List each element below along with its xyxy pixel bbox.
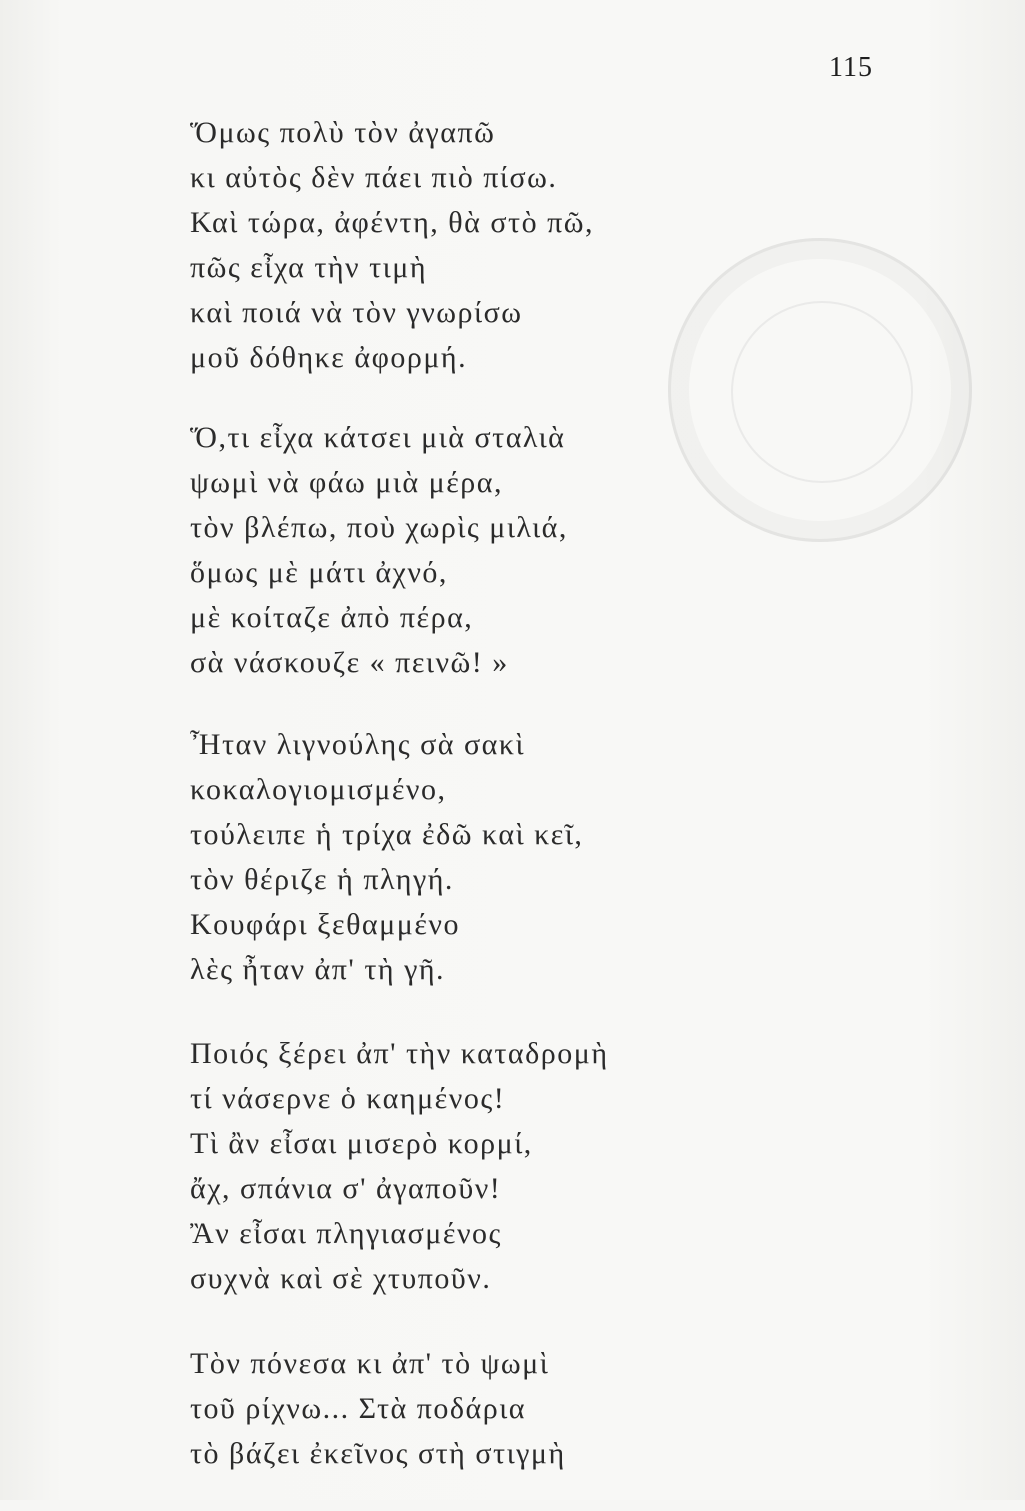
poem-line: τὸν θέριζε ἡ πληγή. — [190, 863, 454, 896]
poem-line: Ἦταν λιγνούλης σὰ σακὶ — [190, 728, 526, 761]
stanza-3 — [190, 722, 790, 992]
poem-line: μὲ κοίταζε ἀπὸ πέρα, — [190, 601, 474, 634]
poem-line: τί νάσερνε ὁ καημένος! — [190, 1082, 506, 1115]
poem-line: σὰ νάσκουζε « πεινῶ! » — [190, 646, 509, 679]
poem-line: τὸν βλέπω, ποὺ χωρὶς μιλιά, — [190, 511, 568, 544]
poem-line: Τὶ ἂν εἶσαι μισερὸ κορμί, — [190, 1127, 533, 1160]
stanza-2 — [190, 415, 790, 685]
poem-line: τὸ βάζει ἐκεῖνος στὴ στιγμὴ — [190, 1437, 566, 1470]
poem-line: Ὅ,τι εἶχα κάτσει μιὰ σταλιὰ — [190, 421, 566, 454]
stanza-1 — [190, 110, 790, 380]
poem-line: Ἂν εἶσαι πληγιασμένος — [190, 1217, 502, 1250]
poem-line: μοῦ δόθηκε ἀφορμή. — [190, 341, 468, 374]
poem-line: τούλειπε ἡ τρίχα ἐδῶ καὶ κεῖ, — [190, 818, 584, 851]
stanza-4 — [190, 1031, 790, 1301]
poem-line: ψωμὶ νὰ φάω μιὰ μέρα, — [190, 466, 503, 499]
poem-line: πῶς εἶχα τὴν τιμὴ — [190, 251, 428, 284]
poem — [190, 110, 790, 1511]
poem-line: καὶ ποιά νὰ τὸν γνωρίσω — [190, 296, 523, 329]
poem-line: ἄχ, σπάνια σ' ἀγαποῦν! — [190, 1172, 502, 1205]
page-number: 115 — [829, 52, 873, 83]
poem-line: λὲς ἦταν ἀπ' τὴ γῆ. — [190, 953, 446, 986]
poem-line: ὅμως μὲ μάτι ἀχνό, — [190, 556, 448, 589]
poem-line: Καὶ τώρα, ἀφέντη, θὰ στὸ πῶ, — [190, 206, 594, 239]
poem-line: συχνὰ καὶ σὲ χτυποῦν. — [190, 1262, 492, 1295]
poem-line: Κουφάρι ξεθαμμένο — [190, 908, 460, 941]
poem-line: Ὅμως πολὺ τὸν ἀγαπῶ — [190, 116, 496, 149]
poem-line: Ποιός ξέρει ἀπ' τὴν καταδρομὴ — [190, 1037, 609, 1070]
poem-line: κοκαλογιομισμένο, — [190, 773, 447, 806]
poem-line: Τὸν πόνεσα κι ἀπ' τὸ ψωμὶ — [190, 1347, 550, 1380]
poem-line: τοῦ ρίχνω... Στὰ ποδάρια — [190, 1392, 527, 1425]
stanza-5 — [190, 1341, 790, 1476]
poem-line: κι αὐτὸς δὲν πάει πιὸ πίσω. — [190, 161, 558, 194]
